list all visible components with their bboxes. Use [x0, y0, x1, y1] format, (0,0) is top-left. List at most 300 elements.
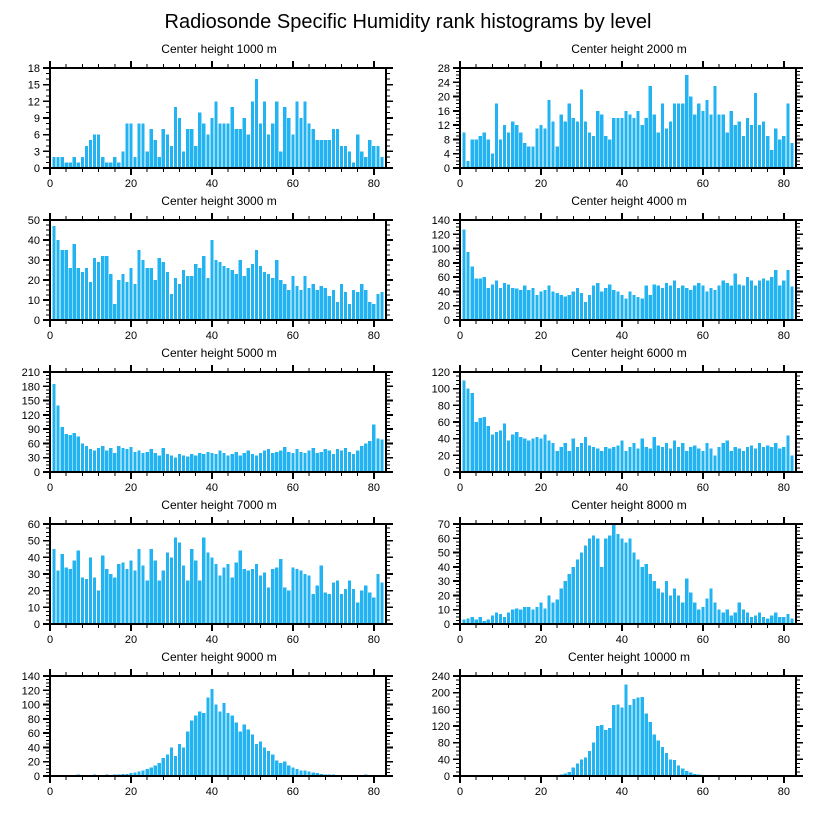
histogram-bar — [592, 136, 595, 168]
y-tick-label: 0 — [443, 771, 450, 783]
y-tick-label: 40 — [27, 742, 40, 755]
histogram-bar — [352, 589, 355, 624]
histogram-bar — [730, 615, 733, 624]
histogram-bar — [726, 283, 729, 320]
histogram-bar — [649, 295, 652, 320]
histogram-bar — [483, 417, 486, 472]
histogram-bar — [495, 432, 498, 472]
x-tick-label: 60 — [286, 786, 300, 798]
histogram-bar — [641, 439, 644, 472]
y-tick-label: 140 — [21, 671, 40, 683]
histogram-bar — [182, 151, 185, 168]
histogram-bar — [243, 118, 246, 168]
histogram-bar — [158, 763, 161, 776]
histogram-bar — [303, 276, 306, 320]
y-tick-label: 100 — [431, 383, 450, 396]
histogram-bar — [697, 610, 700, 624]
histogram-bar — [267, 449, 270, 472]
histogram-bar — [372, 304, 375, 320]
histogram-bar — [754, 615, 757, 624]
y-tick-label: 60 — [27, 728, 40, 741]
x-tick-label: 0 — [46, 786, 54, 798]
histogram-bar — [360, 151, 363, 168]
histogram-bar — [584, 302, 587, 320]
histogram-bar — [251, 569, 254, 624]
histogram-bar — [190, 276, 193, 320]
x-tick-label: 80 — [777, 178, 790, 190]
histogram-bar — [499, 614, 502, 624]
plot-frame — [50, 372, 386, 472]
x-axis-tick-labels — [457, 786, 790, 798]
histogram-bar — [227, 455, 230, 472]
histogram-bar — [279, 451, 282, 472]
histogram-bar — [222, 703, 225, 776]
histogram-bar — [705, 443, 708, 472]
histogram-bar — [701, 111, 704, 168]
histogram-bar — [762, 617, 765, 624]
histogram-bar — [101, 556, 104, 624]
histogram-bar — [766, 136, 769, 168]
histogram-bar — [303, 101, 306, 168]
x-tick-label: 20 — [534, 634, 548, 646]
histogram-bar — [738, 449, 741, 472]
histogram-bar — [56, 157, 59, 168]
histogram-bar — [73, 157, 76, 168]
histogram-bar — [487, 288, 490, 320]
histogram-bar — [487, 426, 490, 472]
y-tick-label: 12 — [27, 96, 40, 109]
histogram-bar — [368, 302, 371, 320]
histogram-bar — [174, 278, 177, 320]
subplot-title: Center height 3000 m — [161, 194, 277, 208]
x-tick-label: 60 — [696, 482, 710, 494]
histogram-bar — [287, 452, 290, 472]
x-axis-tick-labels — [47, 482, 380, 494]
histogram-bar — [681, 769, 684, 777]
histogram-bar — [677, 447, 680, 472]
histogram-bar — [218, 712, 221, 776]
histogram-bar — [543, 129, 546, 168]
histogram-bar — [125, 569, 128, 624]
histogram-bar — [121, 274, 124, 320]
histogram-bar — [515, 125, 518, 168]
histogram-bar — [255, 564, 258, 624]
x-tick-label: 40 — [615, 482, 629, 494]
histogram-bar — [376, 439, 379, 472]
y-tick-label: 180 — [21, 381, 40, 394]
histogram-bar — [198, 712, 201, 776]
histogram-bar — [572, 768, 575, 776]
histogram-bar — [774, 129, 777, 168]
plot-frame — [460, 220, 796, 320]
histogram-bar — [483, 132, 486, 168]
histogram-bar — [620, 707, 623, 776]
histogram-bar — [271, 278, 274, 320]
histogram-bar — [657, 445, 660, 472]
x-tick-label: 0 — [46, 178, 54, 190]
histogram-bar — [568, 574, 571, 624]
histogram-bar — [129, 447, 132, 472]
histogram-bar — [360, 446, 363, 472]
histogram-grid — [0, 40, 816, 800]
histogram-bar — [267, 274, 270, 320]
histogram-bar — [628, 538, 631, 624]
histogram-bar — [527, 290, 530, 320]
histogram-bar — [677, 595, 680, 624]
histogram-bar — [616, 118, 619, 168]
histogram-bar — [158, 581, 161, 624]
histogram-bar — [222, 453, 225, 472]
histogram-bar — [198, 453, 201, 472]
histogram-bar — [738, 603, 741, 624]
histogram-bar — [576, 447, 579, 472]
x-tick-label: 20 — [124, 178, 138, 190]
histogram-bar — [645, 714, 648, 777]
histogram-bar — [77, 436, 80, 472]
histogram-bar — [336, 302, 339, 320]
histogram-bar — [527, 147, 530, 168]
histogram-bar — [299, 290, 302, 320]
histogram-bar — [560, 588, 563, 624]
histogram-bar — [730, 286, 733, 320]
subplot-title: Center height 2000 m — [571, 42, 687, 56]
histogram-bar — [137, 451, 140, 472]
histogram-bar — [227, 268, 230, 320]
histogram-bar — [239, 551, 242, 624]
histogram-bar — [291, 567, 294, 624]
histogram-bar — [303, 453, 306, 472]
histogram-bar — [637, 560, 640, 624]
histogram-bar — [279, 151, 282, 168]
subplot-title: Center height 5000 m — [161, 346, 277, 360]
histogram-bar — [576, 288, 579, 320]
histogram-bar — [109, 574, 112, 624]
x-axis-tick-labels — [457, 482, 790, 494]
histogram-bar — [681, 286, 684, 320]
histogram-bar — [632, 553, 635, 624]
y-tick-label: 12 — [437, 120, 450, 133]
histogram-bar — [198, 112, 201, 168]
histogram-bar — [222, 124, 225, 168]
histogram-bar — [283, 284, 286, 320]
x-tick-label: 60 — [696, 330, 710, 342]
histogram-bar — [352, 454, 355, 472]
histogram-bar — [531, 439, 534, 472]
subplot-title: Center height 6000 m — [571, 346, 687, 360]
histogram-bar — [624, 451, 627, 472]
x-tick-label: 20 — [124, 634, 138, 646]
histogram-bar — [665, 283, 668, 320]
histogram-bar — [685, 451, 688, 472]
histogram-bar — [291, 453, 294, 472]
histogram-bar — [637, 111, 640, 168]
histogram-bar — [121, 448, 124, 472]
histogram-bar — [551, 122, 554, 168]
histogram-bar — [154, 561, 157, 624]
histogram-bar — [596, 538, 599, 624]
histogram-bar — [89, 557, 92, 624]
histogram-bar — [129, 268, 132, 320]
histogram-bar — [316, 140, 319, 168]
histogram-bar — [141, 453, 144, 472]
histogram-bar — [231, 107, 234, 168]
histogram-bar — [722, 114, 725, 168]
histogram-bar — [681, 443, 684, 472]
histogram-bar — [61, 250, 64, 320]
histogram-bar — [576, 122, 579, 168]
histogram-bar — [543, 608, 546, 624]
x-tick-label: 0 — [456, 786, 464, 798]
histogram-bar — [198, 581, 201, 624]
histogram-bar — [368, 592, 371, 624]
histogram-bar — [336, 581, 339, 624]
histogram-bar — [709, 449, 712, 472]
histogram-bar — [701, 607, 704, 624]
histogram-bar — [693, 286, 696, 320]
histogram-bar — [206, 278, 209, 320]
histogram-bar — [641, 567, 644, 624]
histogram-bar — [657, 588, 660, 624]
histogram-bar — [178, 542, 181, 624]
histogram-bar — [65, 250, 68, 320]
histogram-bar — [653, 734, 656, 776]
histogram-bar — [376, 146, 379, 168]
y-tick-label: 24 — [437, 77, 450, 90]
subplot-5000m — [0, 344, 406, 496]
ticks-group — [453, 669, 803, 783]
histogram-bar — [632, 295, 635, 320]
histogram-bar — [117, 564, 120, 624]
y-tick-label: 30 — [27, 569, 40, 581]
histogram-bar — [283, 587, 286, 624]
y-tick-label: 120 — [21, 409, 40, 422]
histogram-bar — [251, 454, 254, 472]
subplot-title: Center height 8000 m — [571, 498, 687, 512]
x-tick-label: 0 — [456, 634, 464, 646]
histogram-bar — [235, 129, 238, 168]
histogram-bar — [154, 453, 157, 472]
histogram-bar — [475, 422, 478, 472]
histogram-bar — [376, 294, 379, 320]
histogram-bar — [616, 445, 619, 472]
histogram-bar — [137, 549, 140, 624]
histogram-bar — [174, 107, 177, 168]
y-tick-label: 240 — [431, 671, 450, 683]
histogram-bar — [372, 597, 375, 624]
histogram-bar — [746, 118, 749, 168]
histogram-bar — [247, 268, 250, 320]
histogram-bar — [742, 286, 745, 320]
histogram-bar — [231, 270, 234, 320]
histogram-bar — [523, 143, 526, 168]
y-tick-label: 210 — [21, 367, 40, 379]
y-tick-label: 40 — [437, 561, 450, 574]
histogram-bar — [69, 569, 72, 624]
histogram-bar — [689, 593, 692, 624]
histogram-bar — [109, 274, 112, 320]
histogram-bar — [146, 452, 149, 472]
histogram-bar — [368, 140, 371, 168]
histogram-bar — [85, 579, 88, 624]
histogram-bar — [81, 272, 84, 320]
histogram-bar — [616, 704, 619, 776]
y-tick-label: 16 — [437, 105, 450, 118]
histogram-bar — [491, 284, 494, 320]
histogram-bar — [146, 268, 149, 320]
histogram-bar — [596, 111, 599, 168]
histogram-bar — [620, 440, 623, 472]
histogram-bar — [218, 124, 221, 168]
y-tick-label: 80 — [27, 713, 40, 726]
histogram-bar — [766, 281, 769, 320]
histogram-bar — [166, 454, 169, 472]
y-tick-label: 60 — [437, 272, 450, 285]
histogram-bar — [202, 454, 205, 472]
histogram-bar — [312, 594, 315, 624]
histogram-bar — [202, 537, 205, 624]
histogram-bar — [73, 561, 76, 624]
histogram-bar — [227, 124, 230, 168]
histogram-bar — [713, 290, 716, 320]
histogram-bar — [97, 135, 100, 168]
histogram-bar — [271, 124, 274, 168]
histogram-bar — [713, 603, 716, 624]
y-tick-label: 3 — [33, 146, 40, 159]
histogram-bar — [519, 437, 522, 472]
y-tick-label: 120 — [431, 721, 450, 733]
histogram-bar — [299, 452, 302, 472]
histogram-bar — [202, 713, 205, 776]
histogram-bar — [162, 758, 165, 776]
histogram-bar — [693, 603, 696, 624]
histogram-bar — [332, 454, 335, 472]
histogram-bar — [677, 104, 680, 168]
histogram-bar — [661, 104, 664, 168]
histogram-bar — [717, 610, 720, 624]
histogram-bar — [210, 557, 213, 624]
plot-frame — [460, 68, 796, 168]
y-axis-tick-labels — [432, 367, 450, 479]
histogram-bar — [243, 725, 246, 776]
histogram-bar — [255, 744, 258, 776]
y-tick-label: 0 — [33, 619, 40, 631]
histogram-bar — [730, 451, 733, 472]
histogram-bar — [738, 122, 741, 168]
x-tick-label: 20 — [534, 482, 548, 494]
histogram-bar — [641, 299, 644, 320]
histogram-bar — [770, 150, 773, 168]
histogram-bar — [214, 705, 217, 776]
histogram-bar — [503, 424, 506, 472]
histogram-bar — [462, 132, 465, 168]
histogram-bar — [758, 613, 761, 624]
histogram-bar — [137, 250, 140, 320]
y-tick-label: 60 — [437, 533, 450, 546]
histogram-bar — [235, 722, 238, 776]
histogram-bar — [73, 433, 76, 472]
histogram-bar — [669, 449, 672, 472]
histogram-bar — [227, 713, 230, 776]
histogram-bar — [380, 292, 383, 320]
histogram-bar — [93, 135, 96, 168]
histogram-bar — [551, 291, 554, 320]
histogram-bar — [572, 567, 575, 624]
histogram-bar — [645, 118, 648, 168]
histogram-bar — [275, 101, 278, 168]
histogram-bar — [580, 759, 583, 776]
histogram-bar — [295, 449, 298, 472]
histogram-bar — [324, 592, 327, 624]
y-tick-label: 100 — [21, 699, 40, 712]
histogram-bar — [372, 146, 375, 168]
x-tick-label: 60 — [286, 178, 300, 190]
y-tick-label: 20 — [27, 585, 40, 598]
histogram-bar — [194, 146, 197, 168]
histogram-bar — [604, 538, 607, 624]
histogram-bar — [713, 86, 716, 168]
histogram-bar — [69, 268, 72, 320]
histogram-bar — [186, 129, 189, 168]
histogram-bar — [604, 447, 607, 472]
histogram-bar — [515, 432, 518, 472]
histogram-bar — [178, 284, 181, 320]
histogram-bar — [471, 266, 474, 320]
y-tick-label: 60 — [27, 519, 40, 531]
histogram-bar — [535, 129, 538, 168]
histogram-bar — [61, 157, 64, 168]
y-tick-label: 20 — [437, 450, 450, 463]
histogram-bar — [730, 111, 733, 168]
subplot-title: Center height 10000 m — [567, 650, 691, 664]
x-tick-label: 20 — [124, 330, 138, 342]
histogram-bar — [709, 288, 712, 320]
histogram-bar — [316, 586, 319, 624]
histogram-bar — [523, 439, 526, 472]
histogram-bar — [291, 276, 294, 320]
histogram-bar — [218, 576, 221, 624]
histogram-bar — [770, 277, 773, 320]
histogram-bar — [616, 291, 619, 320]
x-axis-tick-labels — [47, 786, 380, 798]
histogram-bar — [101, 256, 104, 320]
bars-group — [52, 79, 383, 168]
y-tick-label: 40 — [437, 286, 450, 299]
histogram-bar — [113, 577, 116, 624]
histogram-bar — [641, 697, 644, 776]
histogram-bar — [158, 258, 161, 320]
x-tick-label: 0 — [456, 330, 464, 342]
histogram-bar — [766, 445, 769, 472]
histogram-bar — [287, 591, 290, 624]
histogram-bar — [56, 240, 59, 320]
histogram-bar — [762, 447, 765, 472]
histogram-bar — [624, 299, 627, 320]
histogram-bar — [612, 524, 615, 624]
plot-canvas — [0, 516, 406, 648]
y-tick-label: 200 — [431, 687, 450, 700]
histogram-bar — [174, 458, 177, 472]
histogram-bar — [762, 279, 765, 320]
histogram-bar — [519, 290, 522, 320]
histogram-bar — [380, 157, 383, 168]
subplot-8000m — [410, 496, 816, 648]
histogram-bar — [697, 449, 700, 472]
histogram-bar — [556, 600, 559, 624]
histogram-bar — [511, 435, 514, 473]
histogram-bar — [632, 118, 635, 168]
histogram-bar — [235, 452, 238, 472]
histogram-bar — [336, 129, 339, 168]
